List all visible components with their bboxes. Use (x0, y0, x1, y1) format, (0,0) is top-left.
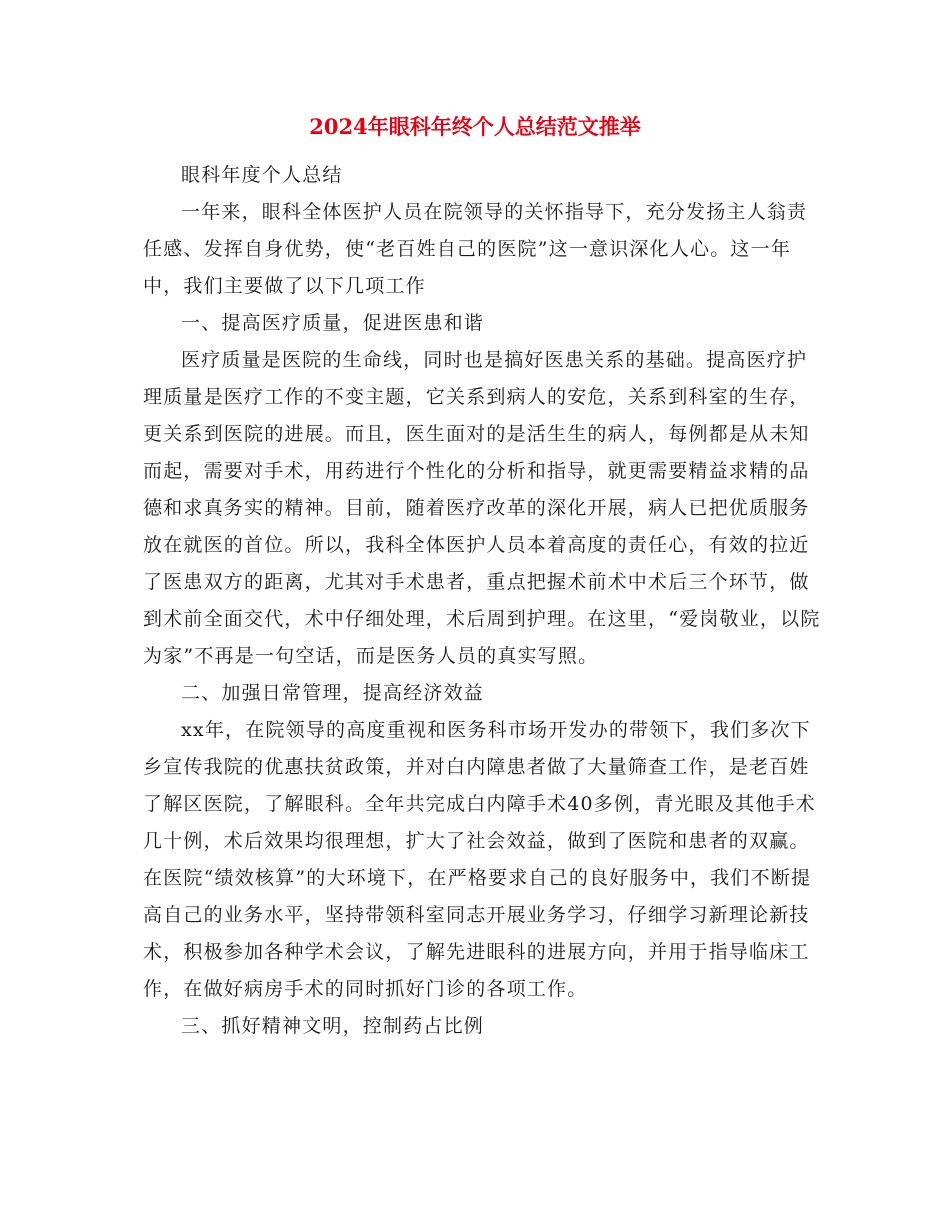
section-heading: 一、提高医疗质量，促进医患和谐 (181, 312, 485, 334)
paragraph: 一年来，眼科全体医护人员在院领导的关怀指导下，充分发扬主人翁责任感、发挥自身优势，使“老百姓自己的医院”这一意识深化人心。这一年中，我们主要做了以下几项工作 (143, 201, 808, 297)
document-body (143, 157, 823, 1045)
section-heading: 二、加强日常管理，提高经济效益 (181, 682, 485, 704)
section-heading: 眼科年度个人总结 (181, 164, 343, 186)
document-title: 2024年眼科年终个人总结范文推举 (309, 114, 641, 139)
paragraph: xx年，在院领导的高度重视和医务科市场开发办的带领下，我们多次下乡宣传我院的优惠扶贫政策，并对白内障患者做了大量筛查工作，是老百姓了解区医院，了解眼科。全年共完成白内障手术40多例，青光眼及其他手术几十例，术后效果均很理想，扩大了社会效益，做到了医院和患者的双赢。在医院“绩效核算”的大环境下，在严格要求自己的良好服务中，我们不断提高自己的业务水平，坚持带领科室同志开展业务学习，仔细学习新理论新技术，积极参加各种学术会议，了解先进眼科的进展方向，并用于指导临床工作，在做好病房手术的同时抓好门诊的各项工作。 (143, 719, 816, 1000)
paragraph: 医疗质量是医院的生命线，同时也是搞好医患关系的基础。提高医疗护理质量是医疗工作的不变主题，它关系到病人的安危，关系到科室的生存，更关系到医院的进展。而且，医生面对的是活生生的病人，每例都是从未知而起，需要对手术，用药进行个性化的分析和指导，就更需要精益求精的品德和求真务实的精神。目前，随着医疗改革的深化开展，病人已把优质服务放在就医的首位。所以，我科全体医护人员本着高度的责任心，有效的拉近了医患双方的距离，尤其对手术患者，重点把握术前术中术后三个环节，做到术前全面交代，术中仔细处理，术后周到护理。在这里，“爱岗敬业，以院为家”不再是一句空话，而是医务人员的真实写照。 (143, 349, 821, 667)
section-heading: 三、抓好精神文明，控制药占比例 (181, 1015, 485, 1037)
